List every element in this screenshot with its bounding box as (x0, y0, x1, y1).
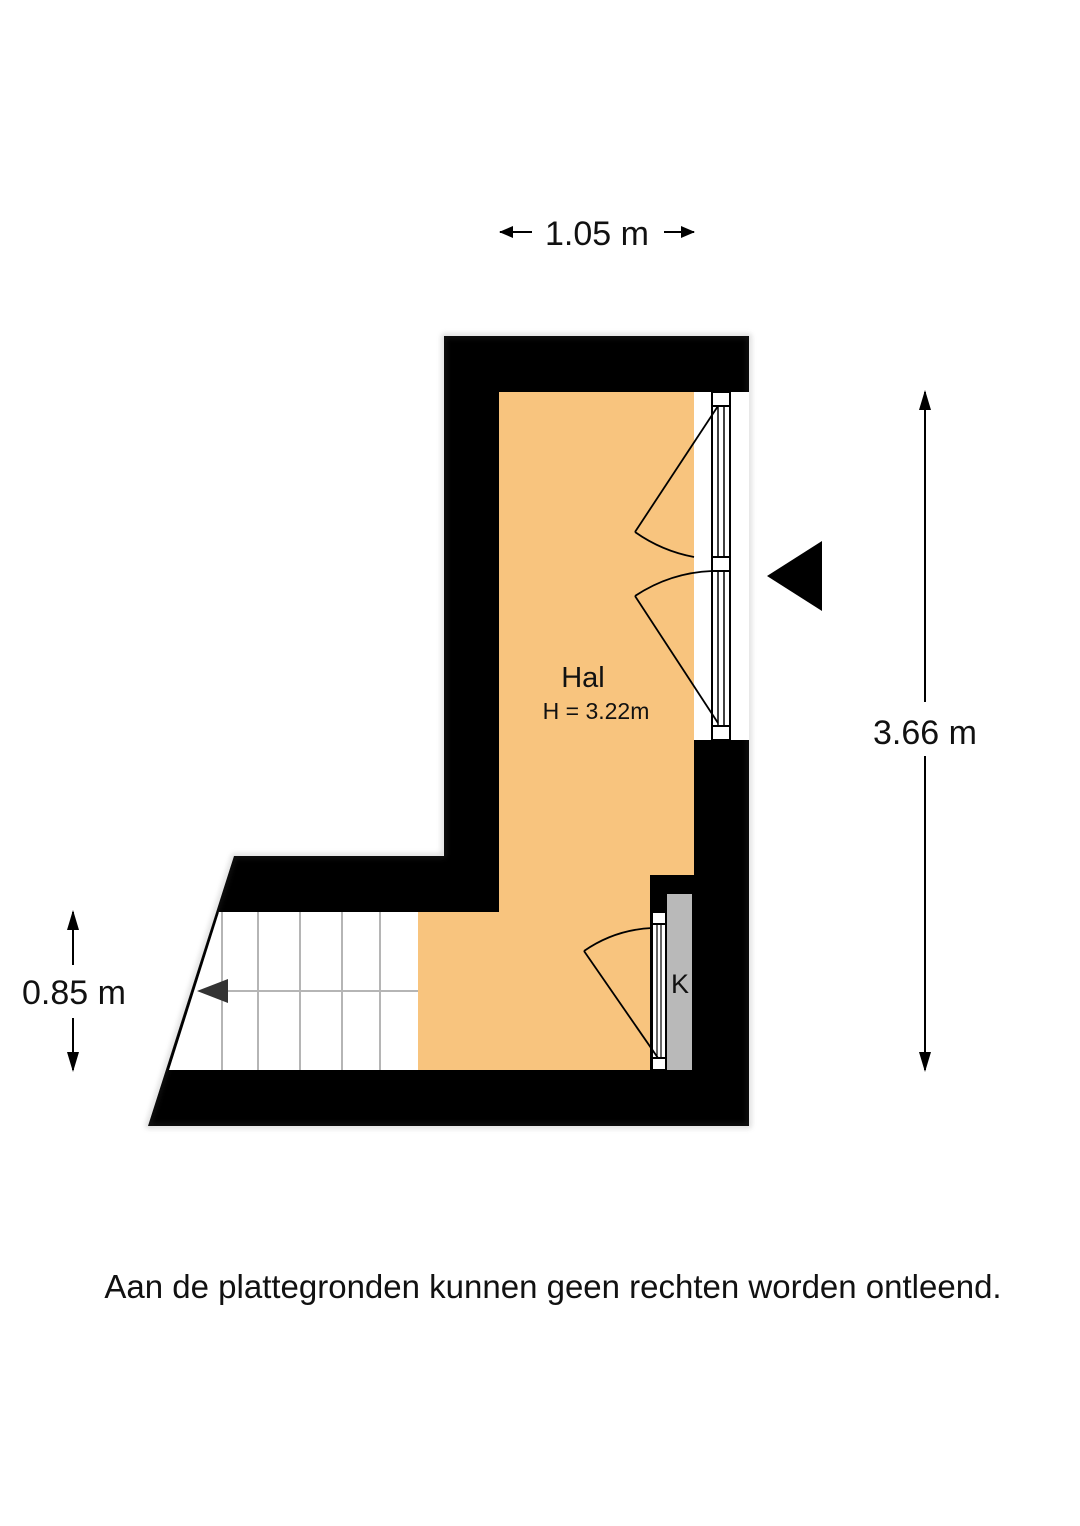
dimension-width-top (499, 215, 695, 253)
room-height: H = 3.22m (542, 698, 650, 724)
dimension-height-right (873, 390, 977, 1072)
closet-label: K (670, 969, 690, 999)
dimension-stair-width (22, 910, 126, 1072)
dimension-height-label: 3.66 m (873, 714, 977, 752)
disclaimer: Aan de plattegronden kunnen geen rechten worden ontleend. (104, 1268, 1002, 1305)
entrance-marker-icon (767, 541, 822, 611)
room-name: Hal (561, 662, 605, 694)
dimension-width-label: 1.05 m (545, 215, 649, 253)
dimension-stair-label: 0.85 m (22, 974, 126, 1012)
stairs (168, 912, 418, 1070)
facade-opening (694, 392, 749, 740)
